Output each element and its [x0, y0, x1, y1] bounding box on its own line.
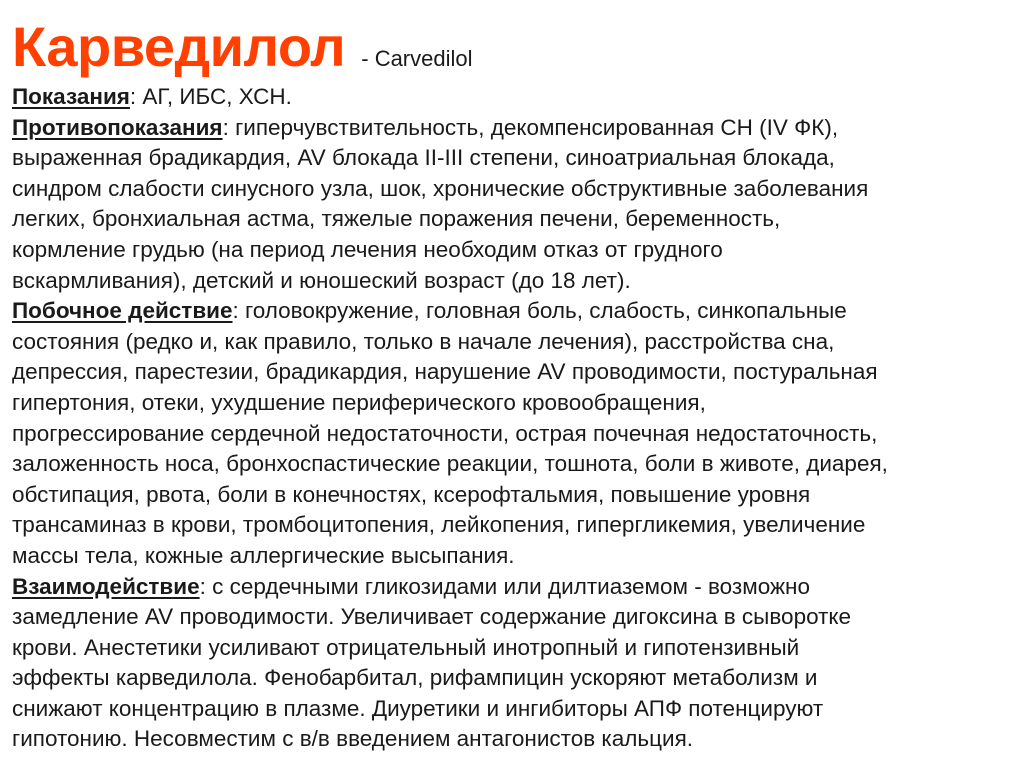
- interaction-line: гипотонию. Несовместим с в/в введением антагонистов кальция.: [12, 726, 694, 752]
- interaction-label: Взаимодействие: [12, 573, 200, 599]
- side-effects-line: депрессия, парестезии, брадикардия, нарушение AV проводимости, постуральная: [12, 359, 878, 385]
- side-effects-line: гипертония, отеки, ухудшение периферического кровообращения,: [12, 389, 706, 415]
- indications-section: [12, 82, 1016, 113]
- side-effects-line: трансаминаз в крови, тромбоцитопения, лейкопения, гипергликемия, увеличение: [12, 512, 866, 538]
- interaction-line: замедление AV проводимости. Увеличивает содержание дигоксина в сыворотке: [12, 604, 852, 630]
- indications-text: : АГ, ИБС, ХСН.: [129, 84, 292, 109]
- interaction-section: [12, 572, 1016, 756]
- contraindications-line: синдром слабости синусного узла, шок, хронические обструктивные заболевания: [12, 175, 869, 201]
- side-effects-section: [12, 296, 1016, 571]
- interaction-line: эффекты карведилола. Фенобарбитал, рифампицин ускоряют метаболизм и: [12, 665, 818, 691]
- side-effects-line: : головокружение, головная боль, слабость, синкопальные: [232, 298, 847, 324]
- content-body: [12, 82, 1016, 755]
- drug-title: Карведилол: [12, 15, 346, 78]
- interaction-line: крови. Анестетики усиливают отрицательный инотропный и гипотензивный: [12, 634, 800, 660]
- interaction-line: снижают концентрацию в плазме. Диуретики и ингибиторы АПФ потенцируют: [12, 695, 824, 721]
- indications-label: Показания: [12, 84, 130, 109]
- contraindications-line: : гиперчувствительность, декомпенсированная СН (IV ФК),: [222, 114, 839, 140]
- contraindications-line: кормление грудью (на период лечения необходим отказ от грудного: [12, 236, 723, 262]
- drug-latin-name: - Carvedilol: [361, 46, 473, 71]
- side-effects-label: Побочное действие: [12, 298, 233, 324]
- side-effects-line: массы тела, кожные аллергические высыпания.: [12, 542, 515, 568]
- contraindications-section: [12, 113, 1016, 297]
- side-effects-line: обстипация, рвота, боли в конечностях, ксерофтальмия, повышение уровня: [12, 481, 811, 507]
- side-effects-line: прогрессирование сердечной недостаточности, острая почечная недостаточность,: [12, 420, 878, 446]
- side-effects-line: состояния (редко и, как правило, только в начале лечения), расстройства сна,: [12, 328, 835, 354]
- title-row: [12, 14, 473, 92]
- interaction-line: : с сердечными гликозидами или дилтиаземом - возможно: [199, 573, 810, 599]
- contraindications-line: вскармливания), детский и юношеский возраст (до 18 лет).: [12, 267, 631, 293]
- contraindications-line: выраженная брадикардия, AV блокада II-III степени, синоатриальная блокада,: [12, 145, 835, 171]
- side-effects-line: заложенность носа, бронхоспастические реакции, тошнота, боли в животе, диарея,: [12, 451, 888, 477]
- contraindications-line: легких, бронхиальная астма, тяжелые поражения печени, беременность,: [12, 206, 781, 232]
- contraindications-label: Противопоказания: [12, 114, 223, 140]
